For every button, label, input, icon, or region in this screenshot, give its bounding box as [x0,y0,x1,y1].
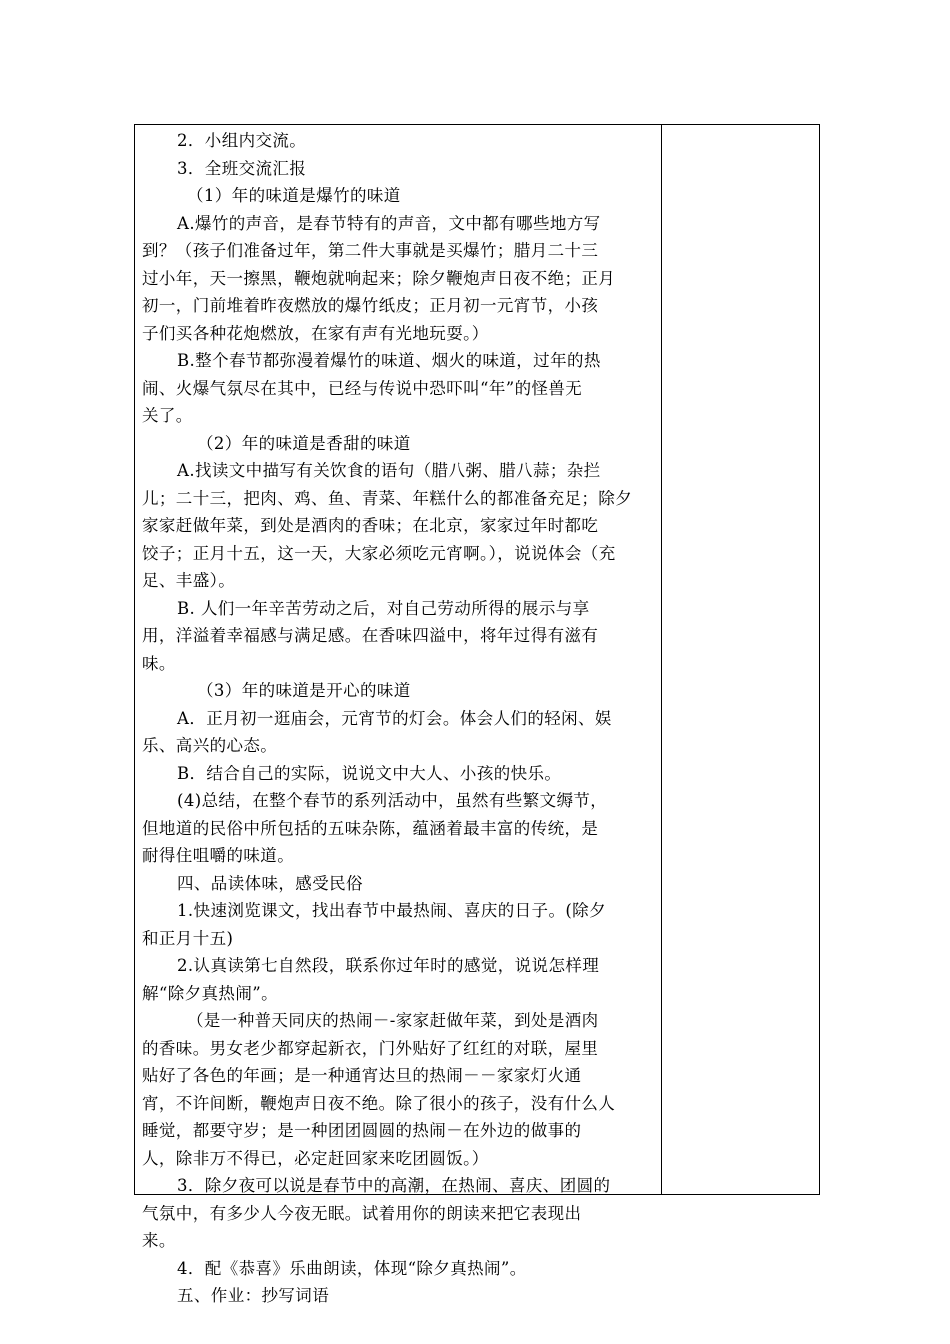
text-line: 气氛中，有多少人今夜无眠。试着用你的朗读来把它表现出 [142,1203,582,1223]
text-line: （1）年的味道是爆竹的味道 [187,186,401,205]
text-line: 1.快速浏览课文，找出春节中最热闹、喜庆的日子。(除夕 [177,901,606,920]
text-line: 的香味。男女老少都穿起新衣，门外贴好了红红的对联，屋里 [142,1038,599,1058]
text-line: 用，洋溢着幸福感与满足感。在香味四溢中，将年过得有滋有 [142,626,599,645]
text-line: （是一种普天同庆的热闹－-家家赶做年菜，到处是酒肉 [187,1011,599,1030]
text-line: 耐得住咀嚼的味道。 [142,846,295,865]
text-line: 宵，不许间断，鞭炮声日夜不绝。除了很小的孩子，没有什么人 [142,1093,616,1113]
text-line: 饺子；正月十五，这一天，大家必须吃元宵啊。），说说体会（充 [142,543,616,563]
lesson-content-cell [142,127,656,1310]
text-line: A.找读文中描写有关饮食的语句（腊八粥、腊八蒜；杂拦 [177,461,601,480]
text-line: 到？（孩子们准备过年，第二件大事就是买爆竹；腊月二十三 [142,241,599,260]
text-line: 和正月十五) [142,928,234,948]
text-line: 四、品读体味，感受民俗 [177,873,363,893]
text-line: 五、作业：抄写词语 [177,1286,330,1305]
lesson-plan-table [134,124,820,1305]
text-line: 来。 [142,1231,176,1250]
text-line: 乐、高兴的心态。 [142,736,278,755]
text-line: 儿；二十三，把肉、鸡、鱼、青菜、年糕什么的都准备充足；除夕 [142,488,633,508]
column-divider [661,125,662,1194]
text-line: 家家赶做年菜，到处是酒肉的香味；在北京，家家过年时都吃 [142,516,599,535]
text-line: B. 人们一年辛苦劳动之后，对自己劳动所得的展示与享 [177,598,590,618]
text-line: (4)总结，在整个春节的系列活动中，虽然有些繁文缛节， [177,791,608,810]
text-line: 解“除夕真热闹”。 [142,983,278,1003]
text-line: 过小年，天一擦黑，鞭炮就响起来；除夕鞭炮声日夜不绝；正月 [142,268,616,288]
text-line: 4．配《恭喜》乐曲朗读，体现“除夕真热闹”。 [177,1258,527,1278]
text-line: 味。 [142,653,176,673]
text-line: （2）年的味道是香甜的味道 [197,433,411,453]
text-line: 2.认真读第七自然段，联系你过年时的感觉，说说怎样理 [177,956,600,975]
text-line: 贴好了各色的年画；是一种通宵达旦的热闹－－家家灯火通 [142,1066,582,1085]
text-line: 2．小组内交流。 [177,131,307,150]
text-line: A．正月初一逛庙会，元宵节的灯会。体会人们的轻闲、娱 [177,708,612,728]
text-line: 睡觉，都要守岁；是一种团团圆圆的热闹－在外边的做事的 [142,1121,582,1140]
text-line: 子们买各种花炮燃放，在家有声有光地玩耍。） [142,323,489,343]
text-line: 但地道的民俗中所包括的五味杂陈，蕴涵着最丰富的传统，是 [142,818,599,838]
text-line: 闹、火爆气氛尽在其中，已经与传说中恐吓叫“年”的怪兽无 [142,378,583,398]
text-line: A.爆竹的声音，是春节特有的声音，文中都有哪些地方写 [177,213,601,233]
text-line: B.整个春节都弥漫着爆竹的味道、烟火的味道，过年的热 [177,351,601,370]
text-line: （3）年的味道是开心的味道 [197,681,411,700]
text-line: 足、丰盛）。 [142,571,236,590]
text-line: 初一，门前堆着昨夜燃放的爆竹纸皮；正月初一元宵节，小孩 [142,296,599,315]
text-line: 3．全班交流汇报 [177,158,307,178]
text-line: 人，除非万不得已，必定赶回家来吃团圆饭。） [142,1148,489,1168]
text-line: 关了。 [142,406,193,425]
text-line: 3．除夕夜可以说是春节中的高潮，在热闹、喜庆、团圆的 [177,1176,611,1195]
text-line: B．结合自己的实际，说说文中大人、小孩的快乐。 [177,763,562,783]
